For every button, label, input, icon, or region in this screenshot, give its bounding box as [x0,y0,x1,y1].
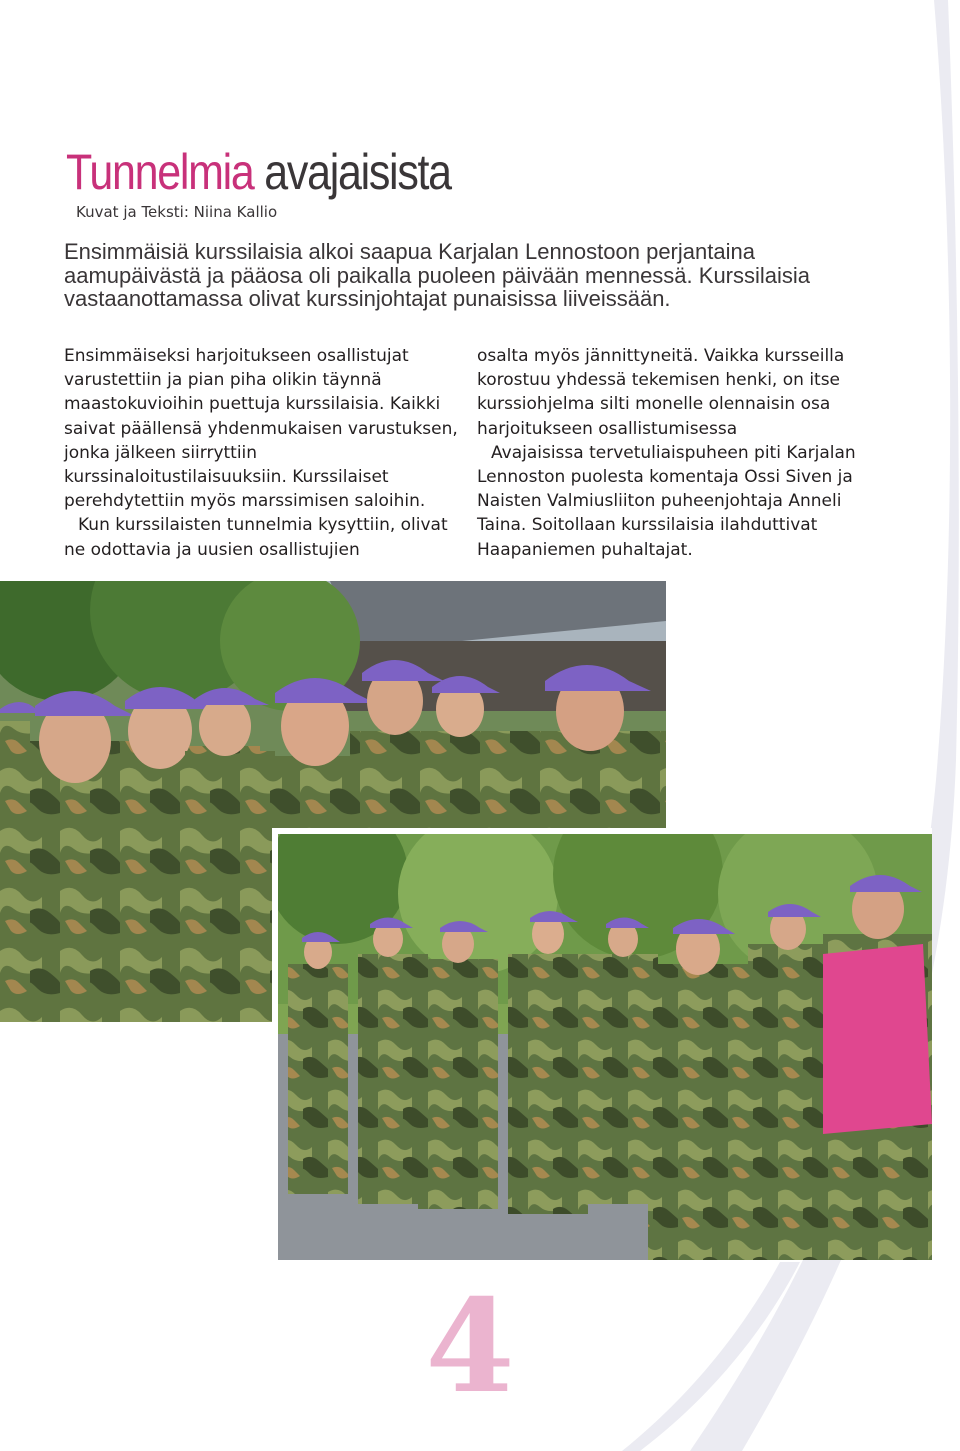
body-paragraph: Kun kurssilaisten tunnelmia kysyttiin, olivat ne odottavia ja uusien osallistujien [64,515,448,560]
byline: Kuvat ja Teksti: Niina Kallio [76,203,278,221]
body-column-left [64,344,464,562]
title-accent: Tunnelmia [66,144,254,200]
body-paragraph: osalta myös jännittyneitä. Vaikka kursseilla korostuu yhdessä tekemisen henki, on itse kurssiohjelma silti monelle olennaisin osa harjoitukseen osallistumisessa [477,346,845,439]
lead-paragraph [64,240,844,311]
page-number: 4 [425,1272,515,1422]
title-rest: avajaisista [264,144,451,200]
article-title [66,140,451,204]
body-column-right [477,344,877,562]
body-paragraph: Ensimmäiseksi harjoitukseen osallistujat varustettiin ja pian piha olikin täynnä maastokuvioihin puettuja kurssilaisia. Kaikki saivat päällensä yhdenmukaisen varustuksen, jonka jälkeen siirryttiin kurssinaloitustilaisuuksiin. Kurssilaiset perehdytettiin myös marssimisen saloihin. [64,346,458,512]
body-paragraph: Avajaisissa tervetuliaispuheen piti Karjalan Lennoston puolesta komentaja Ossi Siven ja Naisten Valmiusliiton puheenjohtaja Anneli Taina. Soitollaan kurssilaisia ilahduttivat Haapaniemen puhaltajat. [477,442,856,560]
photo-marching-group [272,828,932,1260]
lead-text: Ensimmäisiä kurssilaisia alkoi saapua Karjalan Lennostoon perjantaina aamupäivästä ja pääosa oli paikalla puoleen päivään mennessä. Kurssilaisia vastaanottamassa olivat kurssinjohtajat punaisissa liiveissään. [64,239,811,311]
